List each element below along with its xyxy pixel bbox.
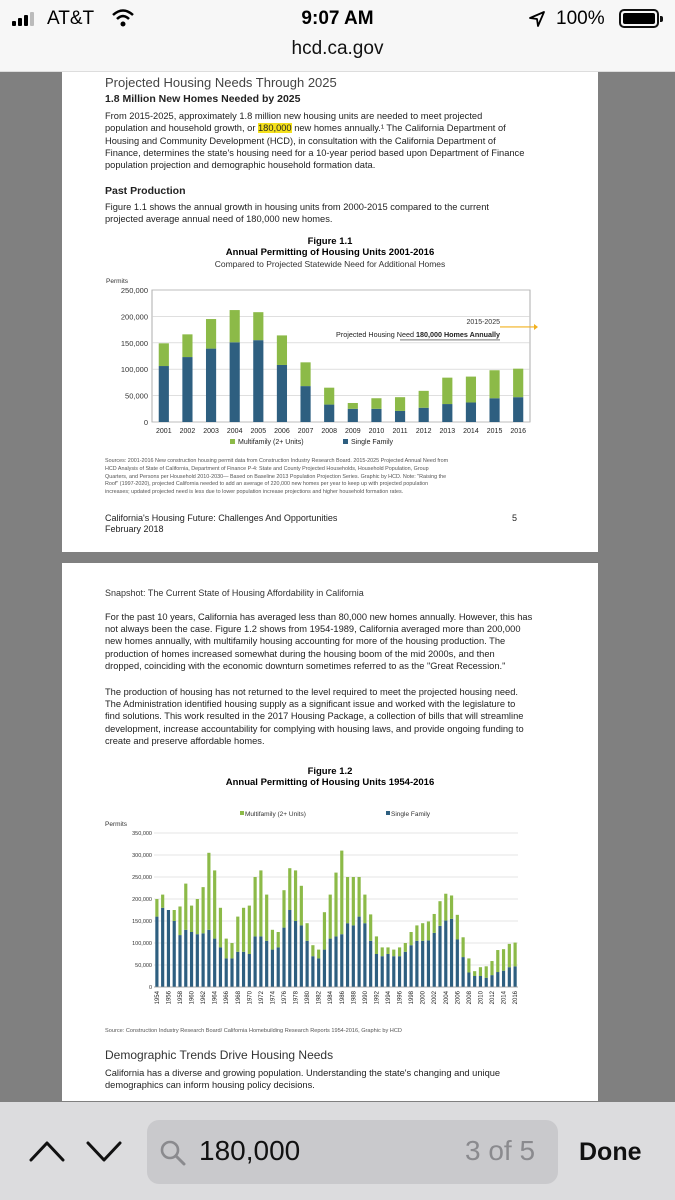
x-tick-label: 1974 bbox=[270, 991, 277, 1005]
bar-single-family bbox=[155, 917, 158, 987]
bar-single-family bbox=[317, 958, 320, 987]
bar-single-family bbox=[489, 398, 499, 422]
bar-single-family bbox=[213, 939, 216, 987]
bar-single-family bbox=[346, 923, 349, 987]
x-tick-label: 2001 bbox=[156, 428, 172, 435]
x-tick-label: 2002 bbox=[432, 991, 439, 1005]
bar-multifamily bbox=[207, 853, 210, 930]
bar-single-family bbox=[288, 910, 291, 987]
bar-single-family bbox=[415, 941, 418, 987]
bar-single-family bbox=[381, 956, 384, 987]
bar-multifamily bbox=[502, 949, 505, 971]
bar-multifamily bbox=[415, 925, 418, 940]
figure-label: Figure 1.2 bbox=[307, 766, 353, 777]
x-tick-label: 1976 bbox=[282, 991, 288, 1005]
bar-multifamily bbox=[489, 370, 499, 398]
battery-icon bbox=[619, 9, 659, 28]
x-tick-label: 1956 bbox=[166, 991, 173, 1005]
x-tick-label: 2015 bbox=[486, 428, 503, 435]
bar-single-family bbox=[513, 397, 523, 422]
x-tick-label: 2014 bbox=[463, 428, 479, 435]
battery-percent: 100% bbox=[556, 8, 605, 29]
bar-single-family bbox=[340, 934, 343, 987]
bar-multifamily bbox=[323, 912, 326, 949]
target-arrow-icon bbox=[534, 324, 538, 330]
bar-multifamily bbox=[395, 397, 405, 411]
bar-single-family bbox=[206, 349, 216, 422]
chart-title: Annual Permitting of Housing Units 2001-2016 bbox=[225, 247, 435, 258]
x-tick-label: 1996 bbox=[397, 991, 404, 1005]
bar-multifamily bbox=[300, 886, 303, 926]
bar-single-family bbox=[450, 919, 453, 987]
x-tick-label: 2003 bbox=[203, 428, 219, 435]
y-tick-label: 250,000 bbox=[132, 875, 152, 881]
legend-label-single-family: Single Family bbox=[391, 811, 431, 818]
bar-multifamily bbox=[514, 943, 517, 967]
y-tick-label: 300,000 bbox=[132, 853, 152, 859]
bar-multifamily bbox=[444, 894, 447, 921]
x-tick-label: 2004 bbox=[443, 991, 450, 1005]
bar-multifamily bbox=[490, 961, 493, 975]
bar-multifamily bbox=[485, 966, 488, 977]
section-title: Projected Housing Needs Through 2025 bbox=[105, 75, 337, 90]
bar-single-family bbox=[178, 935, 181, 987]
bar-single-family bbox=[167, 910, 170, 987]
bar-single-family bbox=[294, 921, 297, 987]
bar-single-family bbox=[485, 978, 488, 987]
legend-label-multifamily: Multifamily (2+ Units) bbox=[245, 811, 306, 818]
bar-single-family bbox=[514, 966, 517, 987]
find-input[interactable] bbox=[147, 1120, 558, 1184]
bar-single-family bbox=[386, 954, 389, 987]
bar-single-family bbox=[369, 941, 372, 987]
x-tick-label: 2008 bbox=[466, 991, 473, 1005]
bar-single-family bbox=[248, 954, 251, 987]
x-tick-label: 1962 bbox=[201, 991, 208, 1005]
figure-1-1-chart bbox=[62, 232, 598, 457]
bar-single-family bbox=[438, 926, 441, 987]
bar-multifamily bbox=[282, 890, 285, 927]
bar-single-family bbox=[329, 939, 332, 987]
bar-single-family bbox=[466, 402, 476, 422]
x-tick-label: 2010 bbox=[478, 991, 485, 1005]
bar-multifamily bbox=[404, 943, 407, 952]
bar-multifamily bbox=[155, 899, 158, 917]
x-tick-label: 2007 bbox=[297, 428, 314, 435]
bar-single-family bbox=[456, 939, 459, 987]
footer-date: February 2018 bbox=[105, 524, 164, 534]
paragraph-5: California has a diverse and growing population. Understanding the state's changing and unique demographics can inform housing policy decisions. bbox=[105, 1068, 501, 1091]
legend-swatch-single-family bbox=[386, 811, 390, 815]
x-tick-label: 1954 bbox=[154, 991, 161, 1005]
bar-multifamily bbox=[462, 937, 465, 957]
bar-multifamily bbox=[182, 334, 192, 357]
bar-single-family bbox=[236, 952, 239, 987]
bar-multifamily bbox=[300, 362, 310, 386]
x-tick-label: 2013 bbox=[439, 428, 456, 435]
bar-multifamily bbox=[508, 944, 511, 967]
bar-single-family bbox=[282, 928, 285, 987]
x-tick-label: 1988 bbox=[351, 991, 358, 1005]
bar-multifamily bbox=[271, 930, 274, 950]
x-tick-label: 2008 bbox=[321, 428, 337, 435]
footer-title: California's Housing Future: Challenges And Opportunities bbox=[105, 513, 338, 523]
bar-multifamily bbox=[306, 923, 309, 941]
find-in-page-bar bbox=[0, 1102, 675, 1200]
page-number: 5 bbox=[512, 513, 518, 523]
bar-multifamily bbox=[242, 908, 245, 952]
status-bar bbox=[0, 0, 675, 72]
y-tick-label: 350,000 bbox=[132, 831, 152, 837]
bar-multifamily bbox=[206, 319, 216, 349]
bar-single-family bbox=[496, 972, 499, 987]
carrier-label: AT&T bbox=[47, 8, 95, 29]
search-icon bbox=[159, 1139, 187, 1167]
pdf-page-5 bbox=[62, 72, 598, 552]
bar-single-family bbox=[182, 357, 192, 422]
bar-single-family bbox=[190, 932, 193, 987]
paragraph-2: Figure 1.1 shows the annual growth in housing units from 2000-2015 compared to the current projected average annual need of 180,000 new homes. bbox=[105, 202, 489, 225]
bar-multifamily bbox=[219, 908, 222, 948]
bar-multifamily bbox=[352, 877, 355, 925]
bar-single-family bbox=[242, 952, 245, 987]
paragraph-1: From 2015-2025, approximately 1.8 million new housing units are needed to meet projected population and household growth, or 180,000 new homes annually.¹ The California Department of Housing and Community Development (HCD), in consultation with the California Department of Finance, determines the state's housing need for a 10-year period based upon Department of Finance population projection and demographic household formation data. bbox=[105, 111, 525, 171]
bar-multifamily bbox=[450, 895, 453, 918]
x-tick-label: 2005 bbox=[250, 428, 267, 435]
legend-label-single-family: Single Family bbox=[351, 439, 394, 446]
chart-title: Annual Permitting of Housing Units 1954-2016 bbox=[225, 777, 435, 788]
bar-multifamily bbox=[184, 884, 187, 930]
x-tick-label: 1970 bbox=[247, 991, 254, 1005]
chevron-up-icon[interactable] bbox=[28, 1139, 66, 1163]
bar-multifamily bbox=[513, 369, 523, 398]
bar-multifamily bbox=[202, 887, 205, 933]
bar-single-family bbox=[173, 921, 176, 987]
bar-single-family bbox=[473, 976, 476, 987]
paragraph-4: The production of housing has not returned to the level required to meet the projected housing need. The Administration identified housing supply as a significant issue and worked with the legislature to find solutions. This work resulted in the 2017 Housing Package, a collection of bills that will streamline development, increase accountability for complying with housing laws, and provide ongoing funding to create and preserve affordable homes. bbox=[105, 687, 524, 746]
bar-single-family bbox=[508, 967, 511, 987]
bar-multifamily bbox=[161, 895, 164, 908]
y-tick-label: 150,000 bbox=[120, 338, 148, 348]
x-tick-label: 2004 bbox=[226, 428, 243, 435]
bar-multifamily bbox=[196, 899, 199, 934]
y-tick-label: 50,000 bbox=[135, 963, 152, 969]
bar-single-family bbox=[184, 930, 187, 987]
bar-single-family bbox=[253, 340, 263, 422]
bar-single-family bbox=[225, 958, 228, 987]
chart-subtitle: Compared to Projected Statewide Need for Additional Homes bbox=[214, 259, 446, 269]
bar-single-family bbox=[363, 923, 366, 987]
bar-single-family bbox=[462, 957, 465, 987]
bar-multifamily bbox=[190, 906, 193, 932]
x-tick-label: 2006 bbox=[455, 991, 462, 1005]
bar-single-family bbox=[207, 930, 210, 987]
bar-multifamily bbox=[433, 914, 436, 933]
x-tick-label: 2011 bbox=[392, 428, 408, 435]
legend-label-multifamily: Multifamily (2+ Units) bbox=[238, 439, 304, 446]
bar-multifamily bbox=[375, 936, 378, 954]
find-query[interactable]: 180,000 bbox=[199, 1135, 301, 1166]
page-header: Snapshot: The Current State of Housing Affordability in California bbox=[105, 588, 364, 598]
x-tick-label: 1964 bbox=[212, 991, 219, 1005]
bar-single-family bbox=[442, 404, 452, 422]
bar-multifamily bbox=[259, 870, 262, 936]
chevron-down-icon[interactable] bbox=[85, 1139, 123, 1163]
bar-single-family bbox=[375, 954, 378, 987]
x-tick-label: 2006 bbox=[274, 428, 290, 435]
bar-multifamily bbox=[363, 895, 366, 924]
bar-multifamily bbox=[340, 851, 343, 935]
bar-multifamily bbox=[294, 870, 297, 921]
bar-single-family bbox=[230, 958, 233, 987]
bar-multifamily bbox=[173, 910, 176, 921]
bar-single-family bbox=[398, 956, 401, 987]
bar-single-family bbox=[306, 941, 309, 987]
bar-single-family bbox=[271, 950, 274, 987]
bar-multifamily bbox=[265, 895, 268, 941]
past-production-heading: Past Production bbox=[105, 185, 186, 197]
x-tick-label: 2010 bbox=[368, 428, 385, 435]
bar-single-family bbox=[348, 409, 358, 422]
bar-multifamily bbox=[456, 915, 459, 940]
bar-single-family bbox=[219, 947, 222, 987]
bar-multifamily bbox=[421, 923, 424, 941]
bar-multifamily bbox=[248, 906, 251, 954]
bar-multifamily bbox=[496, 950, 499, 972]
x-tick-label: 2009 bbox=[345, 428, 361, 435]
y-tick-label: 100,000 bbox=[120, 365, 148, 375]
bar-single-family bbox=[371, 409, 381, 422]
bar-multifamily bbox=[329, 895, 332, 939]
url-label[interactable]: hcd.ca.gov bbox=[291, 38, 384, 59]
x-tick-label: 1992 bbox=[374, 991, 381, 1005]
bar-single-family bbox=[467, 972, 470, 987]
bar-multifamily bbox=[398, 947, 401, 956]
x-tick-label: 1960 bbox=[189, 991, 196, 1005]
bar-multifamily bbox=[277, 335, 287, 365]
bar-single-family bbox=[277, 365, 287, 422]
bar-multifamily bbox=[311, 945, 314, 956]
legend-swatch-single-family bbox=[343, 439, 348, 444]
location-icon bbox=[528, 10, 546, 28]
sources-note: Sources: 2001-2016 New construction housing permit data from Construction Industry Research Board. 2015-2025 Projected Annual Need from HCD Analysis of State of California, Department of Finance P-4: State and County Projected Households, Household Population, Group Quarters, and Persons per Household 2010-2030— Based on Baseline 2013 Population Projection Series. Graphic by HCD. Note: "Raising the Roof" (1997-2020), projected California needed to add an average of 220,000 new homes per year to keep up with projected population increases; updated projected need is less due to lower population increase projections and higher household formation rates. bbox=[105, 458, 449, 496]
y-tick-label: 200,000 bbox=[132, 897, 152, 903]
bar-multifamily bbox=[427, 921, 430, 940]
legend-swatch-multifamily bbox=[240, 811, 244, 815]
target-range-label: 2015-2025 bbox=[466, 318, 500, 326]
x-tick-label: 1998 bbox=[409, 991, 416, 1005]
x-tick-label: 1980 bbox=[305, 991, 312, 1005]
bar-multifamily bbox=[334, 873, 337, 937]
bar-multifamily bbox=[369, 914, 372, 940]
y-tick-label: 100,000 bbox=[132, 941, 152, 947]
x-tick-label: 2012 bbox=[415, 428, 432, 435]
x-tick-label: 1982 bbox=[316, 991, 323, 1005]
bar-multifamily bbox=[348, 403, 358, 409]
bar-multifamily bbox=[479, 967, 482, 976]
bar-multifamily bbox=[467, 958, 470, 972]
bar-single-family bbox=[323, 950, 326, 987]
x-tick-label: 1958 bbox=[178, 991, 184, 1005]
y-tick-label: 50,000 bbox=[125, 391, 148, 401]
target-annotation: Projected Housing Need 180,000 Homes Annually bbox=[336, 329, 500, 339]
y-tick-label: 150,000 bbox=[132, 919, 152, 925]
x-tick-label: 2016 bbox=[510, 428, 526, 435]
figure-label: Figure 1.1 bbox=[307, 236, 353, 247]
bar-single-family bbox=[300, 925, 303, 987]
x-tick-label: 1966 bbox=[224, 991, 231, 1005]
bar-single-family bbox=[358, 917, 361, 987]
bar-multifamily bbox=[159, 343, 169, 366]
y-tick-label: 250,000 bbox=[120, 286, 148, 295]
heading: 1.8 Million New Homes Needed by 2025 bbox=[105, 93, 301, 105]
bar-multifamily bbox=[442, 378, 452, 404]
bar-single-family bbox=[410, 945, 413, 987]
x-tick-label: 1994 bbox=[386, 991, 392, 1005]
bar-multifamily bbox=[253, 312, 263, 340]
bar-single-family bbox=[392, 956, 395, 987]
bar-single-family bbox=[159, 366, 169, 422]
bar-single-family bbox=[259, 936, 262, 987]
y-tick-label: 200,000 bbox=[120, 312, 148, 322]
bar-single-family bbox=[311, 956, 314, 987]
x-tick-label: 1972 bbox=[258, 991, 265, 1005]
bar-multifamily bbox=[230, 310, 240, 342]
bar-multifamily bbox=[473, 971, 476, 976]
x-tick-label: 2000 bbox=[420, 991, 427, 1005]
paragraph-3: For the past 10 years, California has averaged less than 80,000 new homes annually. However, this has not always been the case. Figure 1.2 shows from 1954-1989, California averaged more than 200,000 new homes annually, with multifamily housing accounting for more of the housing production. The production of homes increased somewhat during the housing boom of the mid 2000s, and then dropped, coinciding with the economic downturn sometimes referred to as the "Great Recession." bbox=[105, 612, 533, 671]
done-button[interactable]: Done bbox=[579, 1138, 642, 1166]
bar-single-family bbox=[196, 934, 199, 987]
figure-1-2-chart bbox=[62, 761, 598, 1023]
bar-single-family bbox=[230, 342, 240, 422]
legend-swatch-multifamily bbox=[230, 439, 235, 444]
bar-single-family bbox=[433, 933, 436, 987]
x-tick-label: 2012 bbox=[490, 991, 496, 1005]
bar-single-family bbox=[277, 947, 280, 987]
bar-multifamily bbox=[438, 901, 441, 926]
clock: 9:07 AM bbox=[301, 8, 374, 29]
bar-single-family bbox=[421, 941, 424, 987]
bar-multifamily bbox=[178, 906, 181, 935]
bar-multifamily bbox=[346, 877, 349, 923]
bar-single-family bbox=[202, 933, 205, 987]
demographic-heading: Demographic Trends Drive Housing Needs bbox=[105, 1048, 334, 1062]
bar-multifamily bbox=[254, 877, 257, 936]
bar-multifamily bbox=[466, 377, 476, 403]
x-tick-label: 2016 bbox=[513, 991, 520, 1005]
match-count: 3 of 5 bbox=[465, 1135, 536, 1166]
bar-multifamily bbox=[213, 870, 216, 938]
y-axis-label: Permits bbox=[106, 278, 129, 285]
bar-single-family bbox=[427, 940, 430, 987]
bar-single-family bbox=[324, 405, 334, 422]
source-note: Source: Construction Industry Research Board/ California Homebuilding Research Reports 1954-2016, Graphic by HCD bbox=[105, 1028, 402, 1034]
bar-single-family bbox=[490, 975, 493, 987]
bar-multifamily bbox=[419, 391, 429, 408]
bar-single-family bbox=[334, 936, 337, 987]
y-tick-label: 0 bbox=[148, 985, 152, 991]
x-tick-label: 2014 bbox=[501, 991, 508, 1005]
bar-multifamily bbox=[386, 947, 389, 954]
y-tick-label: 0 bbox=[143, 418, 148, 427]
bar-multifamily bbox=[324, 388, 334, 405]
bar-multifamily bbox=[371, 398, 381, 409]
bar-single-family bbox=[265, 941, 268, 987]
x-tick-label: 2002 bbox=[179, 428, 196, 435]
x-tick-label: 1990 bbox=[362, 991, 369, 1005]
bar-single-family bbox=[444, 921, 447, 987]
pdf-page-6 bbox=[62, 563, 598, 1101]
bar-multifamily bbox=[288, 868, 291, 910]
bar-multifamily bbox=[410, 932, 413, 945]
bar-multifamily bbox=[230, 943, 233, 958]
x-tick-label: 1986 bbox=[339, 991, 346, 1005]
bar-single-family bbox=[352, 925, 355, 987]
bar-single-family bbox=[479, 976, 482, 987]
bar-single-family bbox=[395, 411, 405, 422]
x-tick-label: 1984 bbox=[328, 991, 335, 1005]
bar-multifamily bbox=[358, 877, 361, 917]
bar-single-family bbox=[404, 952, 407, 987]
y-axis-label: Permits bbox=[105, 821, 128, 828]
bar-multifamily bbox=[392, 950, 395, 957]
bar-single-family bbox=[419, 408, 429, 422]
bar-multifamily bbox=[277, 932, 280, 947]
x-tick-label: 1968 bbox=[235, 991, 242, 1005]
search-highlight[interactable]: 180,000 bbox=[258, 123, 292, 134]
bar-single-family bbox=[161, 908, 164, 987]
bar-multifamily bbox=[225, 939, 228, 959]
bar-multifamily bbox=[236, 917, 239, 952]
bar-multifamily bbox=[317, 950, 320, 959]
bar-multifamily bbox=[381, 947, 384, 956]
x-tick-label: 1978 bbox=[293, 991, 300, 1005]
bar-single-family bbox=[300, 386, 310, 422]
bar-single-family bbox=[254, 936, 257, 987]
bar-single-family bbox=[502, 971, 505, 987]
